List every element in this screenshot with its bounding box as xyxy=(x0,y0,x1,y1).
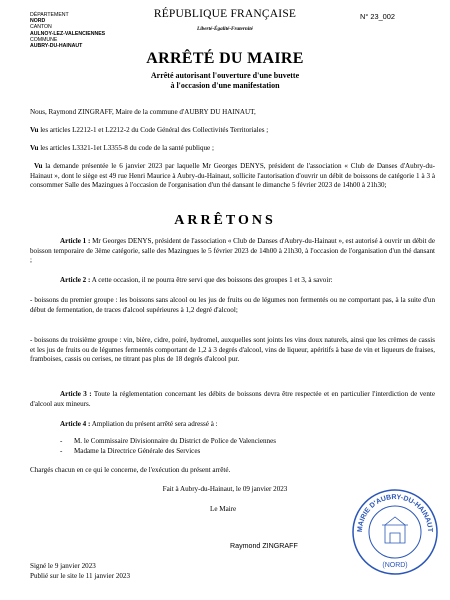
mairie-stamp xyxy=(350,487,440,577)
vu-text: la demande présentée le 6 janvier 2023 par laquelle Mr Georges DENYS, président de l'association « Club de Danses d'Aubry-du-Hainaut », dont le siège est 49 rue Henri Maurice à Aubry-du-Hainaut, sollicite l'autorisation d'ouvrir un débit de boissons de catégorie 1 à 3 à consommer Salle des Mazingues à l'occasion de l'organisation d'un thé dansant le dimanche 5 février 2023 de 14h00 à 21h30; xyxy=(30,162,435,190)
article-2 xyxy=(30,276,435,286)
groupe-1-paragraph: - boissons du premier groupe : les boissons sans alcool ou les jus de fruits ou de légumes non fermentés ou ne comportant pas, à la suite d'un début de fermentation, de traces d'alcool supérieures à 1,2 degré d'alcool; xyxy=(30,296,435,314)
groupe-3-paragraph: - boissons du troisième groupe : vin, bière, cidre, poiré, hydromel, auxquelles sont joints les vins doux naturels, ainsi que les crèmes de cassis et les jus de fruits ou de légumes fermentés comportant de 1,2 à 3 degrés d'alcool, vins de liqueur, apéritifs à base de vin et liqueurs de fraises, framboises, cassis ou cerises, ne titrant pas plus de 18 degrés d'alcool pur. xyxy=(30,336,435,364)
article-3-text: Toute la réglementation concernant les débits de boissons devra être respectée et en particulier l'interdiction de vente d'alcool aux mineurs. xyxy=(30,390,435,408)
vu-lead: Vu xyxy=(34,162,43,170)
administrative-header xyxy=(30,12,150,49)
publie-le: Publié sur le site le 11 janvier 2023 xyxy=(30,571,131,580)
fait-a: Fait à Aubry-du-Hainaut, le 09 janvier 2023 xyxy=(162,485,288,493)
le-maire: Le Maire xyxy=(210,505,237,513)
subtitle xyxy=(80,71,370,91)
nous-paragraph: Nous, Raymond ZINGRAFF, Maire de la commune d'AUBRY DU HAINAUT, xyxy=(30,108,256,116)
article-4 xyxy=(30,420,435,430)
stamp-inner-ring xyxy=(369,506,421,558)
departement-label: DÉPARTEMENT xyxy=(30,12,69,18)
article-3-lead: Article 3 : xyxy=(60,390,92,398)
article-1-lead: Article 1 : xyxy=(60,237,91,245)
article-1-text: Mr Georges DENYS, président de l'association « Club de Danses d'Aubry-du-Hainaut », est autorisé à ouvrir un débit de boisson temporaire de 3ème catégorie, salle des Mazingues le 5 février 2023 de 14h00 à 21h30, à l'occasion de l'organisation d'un thé dansant ; xyxy=(30,237,435,265)
vu-lead: Vu xyxy=(30,126,39,134)
article-4-lead: Article 4 : xyxy=(60,420,91,428)
list-item-text: Madame la Directrice Générale des Services xyxy=(74,447,201,455)
departement: NORD xyxy=(30,18,46,25)
stamp-bottom-text: (NORD) xyxy=(382,562,408,569)
page-title: ARRÊTÉ DU MAIRE xyxy=(146,50,304,67)
vu-lead: Vu xyxy=(30,144,39,152)
vu-text: les articles L2212-1 et L2212-2 du Code Général des Collectivités Territoriales ; xyxy=(38,126,269,134)
subtitle-line-1: Arrêté autorisant l'ouverture d'une buvette xyxy=(150,71,300,80)
list-item: - Madame la Directrice Générale des Services xyxy=(60,447,201,455)
article-2-text: A cette occasion, il ne pourra être servi que des boissons des groupes 1 et 3, à savoir: xyxy=(90,276,333,284)
article-1 xyxy=(30,237,435,266)
canton: AULNOY-LEZ-VALENCIENNES xyxy=(30,30,106,37)
signataire-name: Raymond ZINGRAFF xyxy=(230,542,298,550)
republique-francaise: RÉPUBLIQUE FRANÇAISE xyxy=(153,8,297,20)
stamp-emblem xyxy=(382,517,408,543)
article-2-lead: Article 2 : xyxy=(60,276,91,284)
canton-label: CANTON xyxy=(30,24,52,31)
signe-le: Signé le 9 janvier 2023 xyxy=(30,562,96,570)
commune-label: COMMUNE xyxy=(30,36,58,43)
list-item: - M. le Commissaire Divisionnaire du District de Police de Valenciennes xyxy=(60,437,276,445)
article-4-text: Ampliation du présent arrêté sera adressé à : xyxy=(90,420,218,428)
ampliation-list xyxy=(60,436,420,456)
stamp-ring-text: MAIRIE D'AUBRY-DU-HAINAUT xyxy=(356,493,434,533)
charges-paragraph: Chargés chacun en ce qui le concerne, de l'exécution du présent arrêté. xyxy=(30,466,231,474)
publication-info xyxy=(30,562,130,581)
arretons-heading: ARRÊTONS xyxy=(174,213,276,228)
arrete-number: N° 23_002 xyxy=(360,12,396,21)
vu-text: les articles L3321-1et L3355-8 du code de la santé publique ; xyxy=(38,144,214,152)
vu-paragraph-3 xyxy=(30,162,435,191)
vu-paragraph-2 xyxy=(30,144,435,154)
subtitle-line-2: à l'occasion d'une manifestation xyxy=(170,81,280,90)
article-3 xyxy=(30,390,435,409)
vu-paragraph-1 xyxy=(30,126,435,136)
commune: AUBRY-DU-HAINAUT xyxy=(30,43,83,50)
devise: Liberté-Égalité-Fraternité xyxy=(197,26,253,32)
list-item-text: M. le Commissaire Divisionnaire du District de Police de Valenciennes xyxy=(74,437,276,445)
